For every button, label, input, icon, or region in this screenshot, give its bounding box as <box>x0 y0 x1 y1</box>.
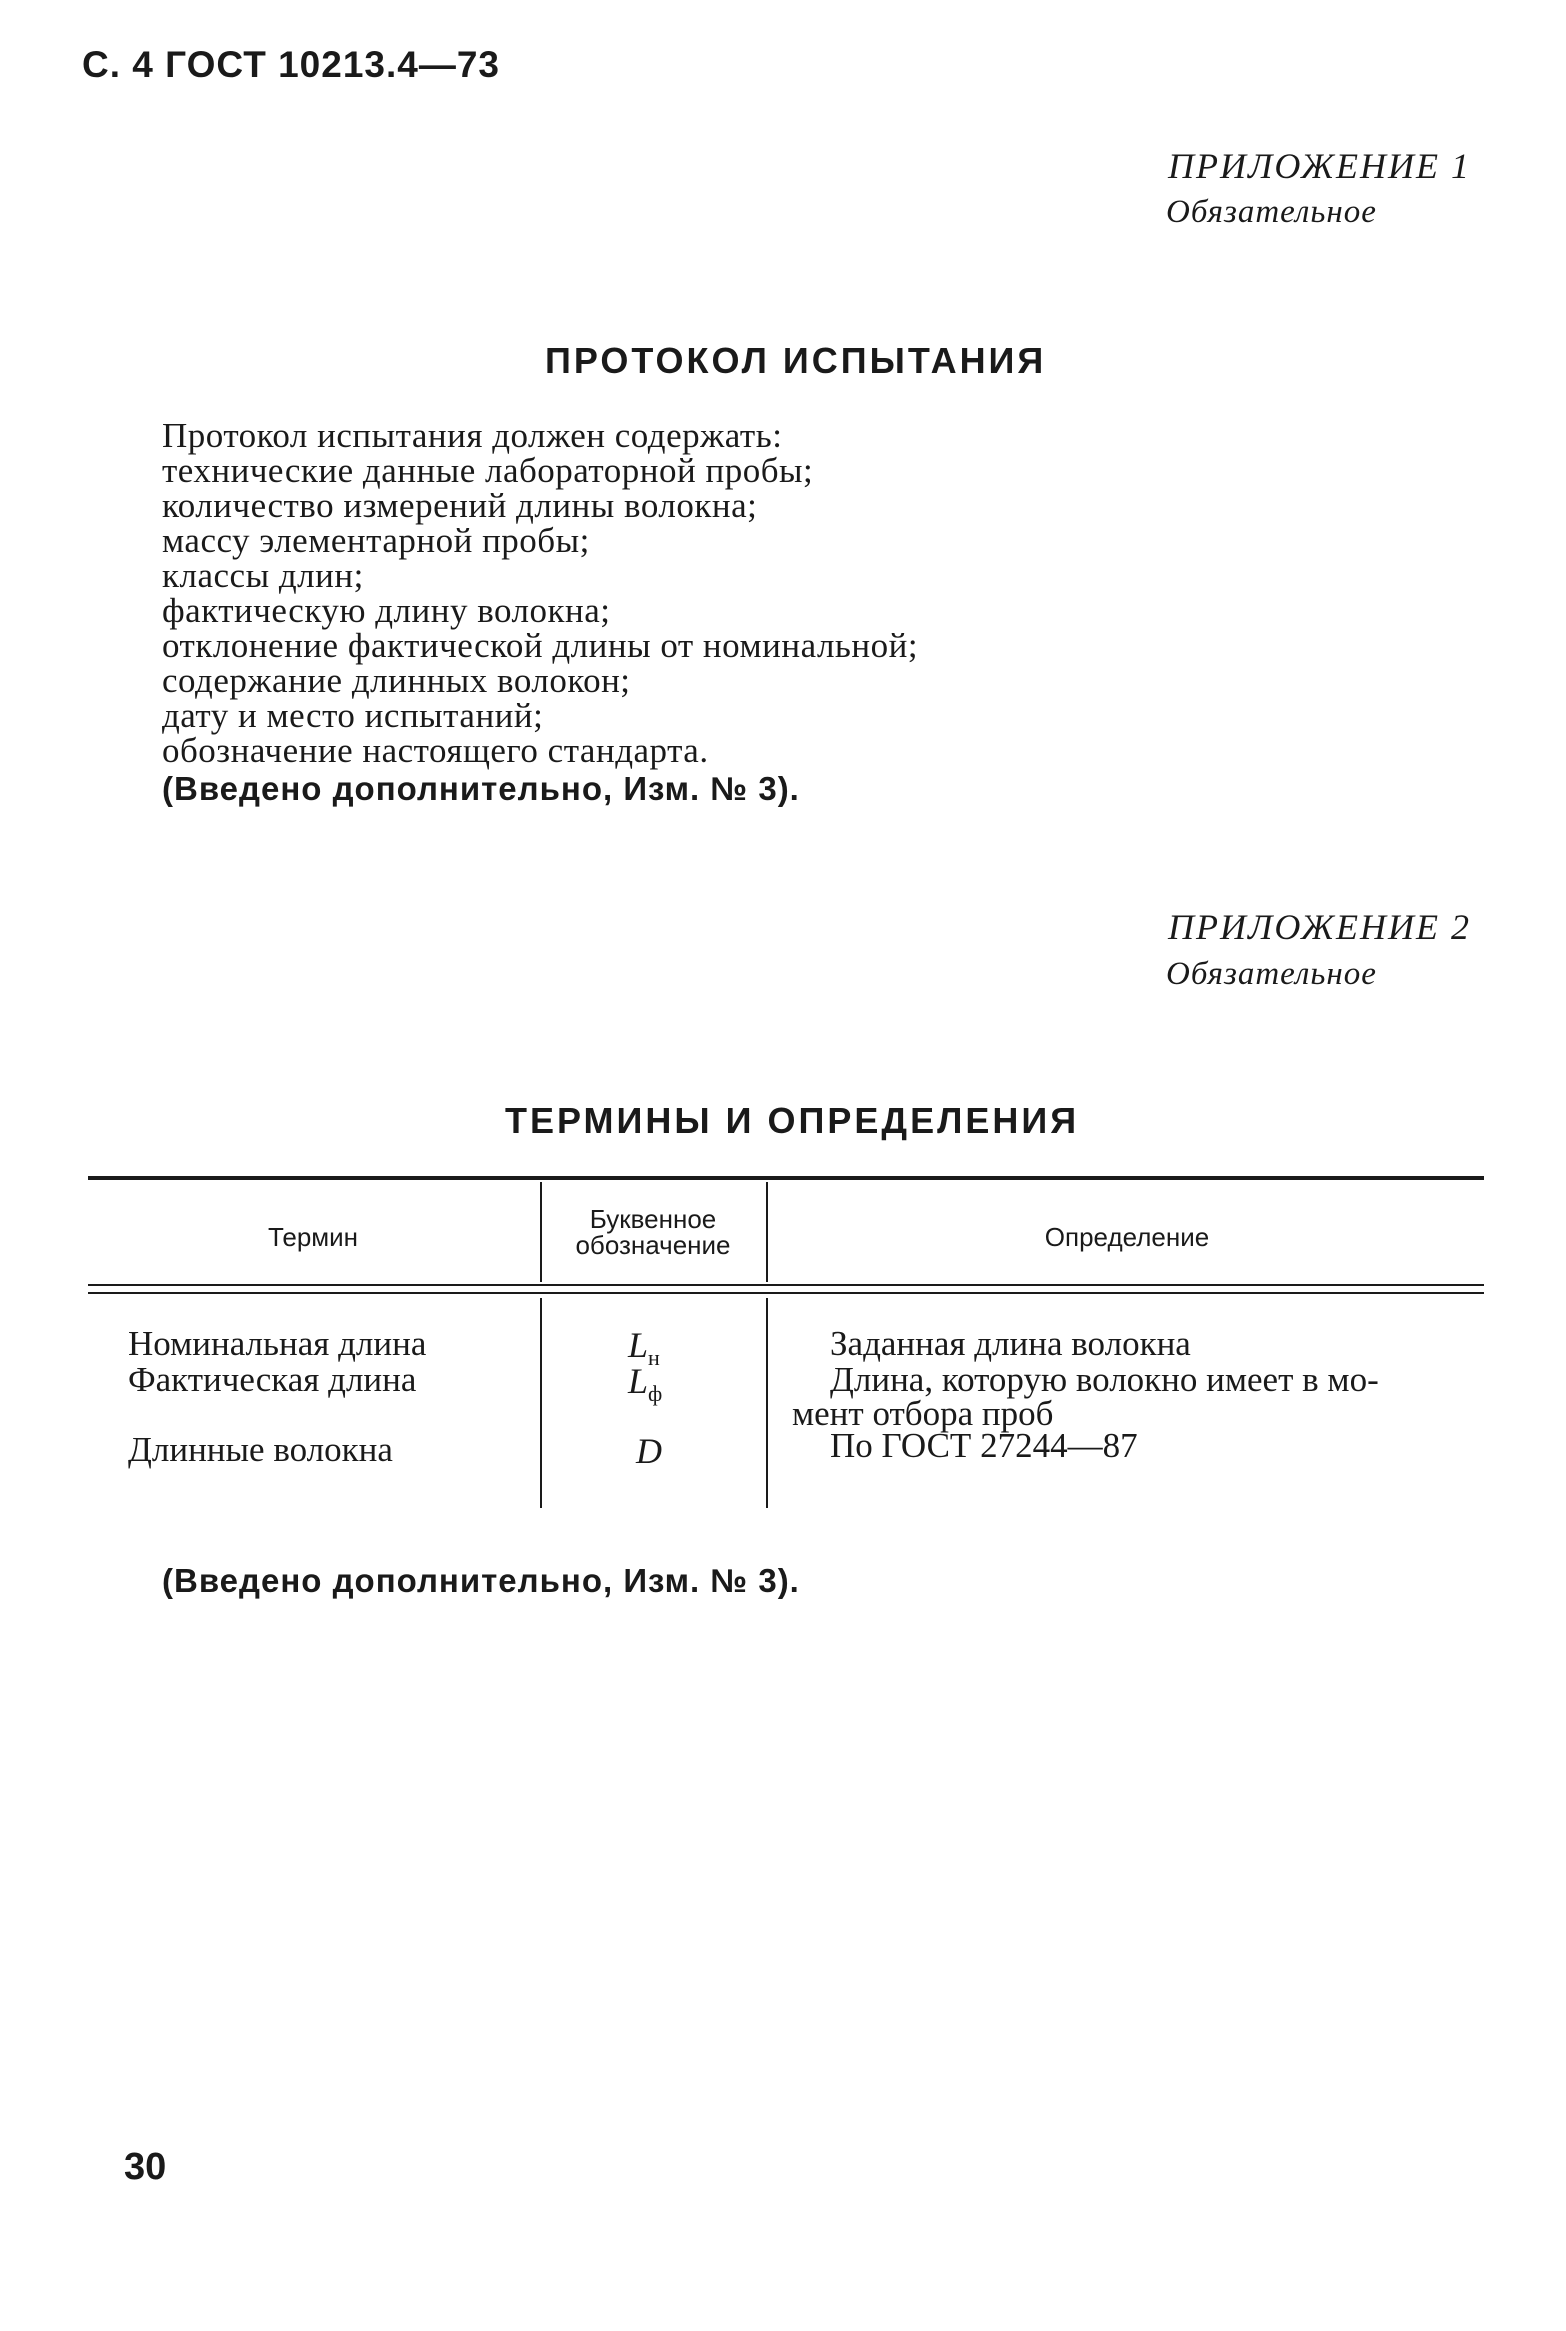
section-2-note: (Введено дополнительно, Изм. № 3). <box>162 1562 800 1599</box>
table-top-rule <box>88 1176 1484 1180</box>
section-2-title: ТЕРМИНЫ И ОПРЕДЕЛЕНИЯ <box>505 1100 1080 1141</box>
table-header-rule-double <box>88 1292 1484 1294</box>
cell-definition: По ГОСТ 27244—87 <box>830 1426 1138 1465</box>
section-1-title: ПРОТОКОЛ ИСПЫТАНИЯ <box>545 340 1047 381</box>
page-number: 30 <box>124 2146 167 2188</box>
th-definition: Определение <box>1044 1222 1210 1252</box>
protocol-line: количество измерений длины волокна; <box>162 486 758 525</box>
appendix-2-title: ПРИЛОЖЕНИЕ 2 <box>1168 907 1471 947</box>
symbol-sub: ф <box>648 1381 663 1407</box>
cell-definition: Длина, которую волокно имеет в мо- <box>830 1360 1379 1399</box>
cell-definition: Заданная длина волокна <box>830 1324 1191 1363</box>
symbol-letter: L <box>628 1361 649 1401</box>
cell-symbol <box>636 1430 662 1472</box>
cell-term: Фактическая длина <box>128 1360 417 1399</box>
protocol-line: массу элементарной пробы; <box>162 521 590 560</box>
appendix-1-subtitle: Обязательное <box>1166 194 1377 230</box>
protocol-line: дату и место испытаний; <box>162 696 544 735</box>
section-1-note: (Введено дополнительно, Изм. № 3). <box>162 770 800 807</box>
cell-term: Номинальная длина <box>128 1324 427 1363</box>
protocol-line: технические данные лабораторной пробы; <box>162 451 814 490</box>
table-col-divider <box>540 1298 542 1508</box>
th-term: Термин <box>267 1222 359 1252</box>
protocol-line: содержание длинных волокон; <box>162 661 631 700</box>
appendix-2-subtitle: Обязательное <box>1166 956 1377 992</box>
table-col-divider <box>766 1182 768 1282</box>
symbol-letter: L <box>628 1325 649 1365</box>
cell-symbol <box>628 1360 662 1407</box>
protocol-line: Протокол испытания должен содержать: <box>162 416 783 455</box>
symbol-letter: D <box>636 1431 662 1471</box>
cell-definition-cont: мент отбора проб <box>792 1394 1054 1433</box>
protocol-line: классы длин; <box>162 556 364 595</box>
th-symbol-line: обозначение <box>575 1230 731 1260</box>
th-symbol-line: Буквенное <box>589 1204 717 1234</box>
protocol-list <box>162 418 918 768</box>
appendix-1-title: ПРИЛОЖЕНИЕ 1 <box>1168 146 1471 186</box>
table-header-rule <box>88 1284 1484 1286</box>
protocol-line: фактическую длину волокна; <box>162 591 611 630</box>
table-col-divider <box>766 1298 768 1508</box>
th-symbol <box>542 1206 764 1258</box>
cell-term: Длинные волокна <box>128 1430 393 1469</box>
symbol-sub: н <box>648 1345 660 1371</box>
protocol-line: отклонение фактической длины от номинальной; <box>162 626 919 665</box>
protocol-line: обозначение настоящего стандарта. <box>162 731 709 770</box>
page-header: С. 4 ГОСТ 10213.4—73 <box>82 44 500 85</box>
